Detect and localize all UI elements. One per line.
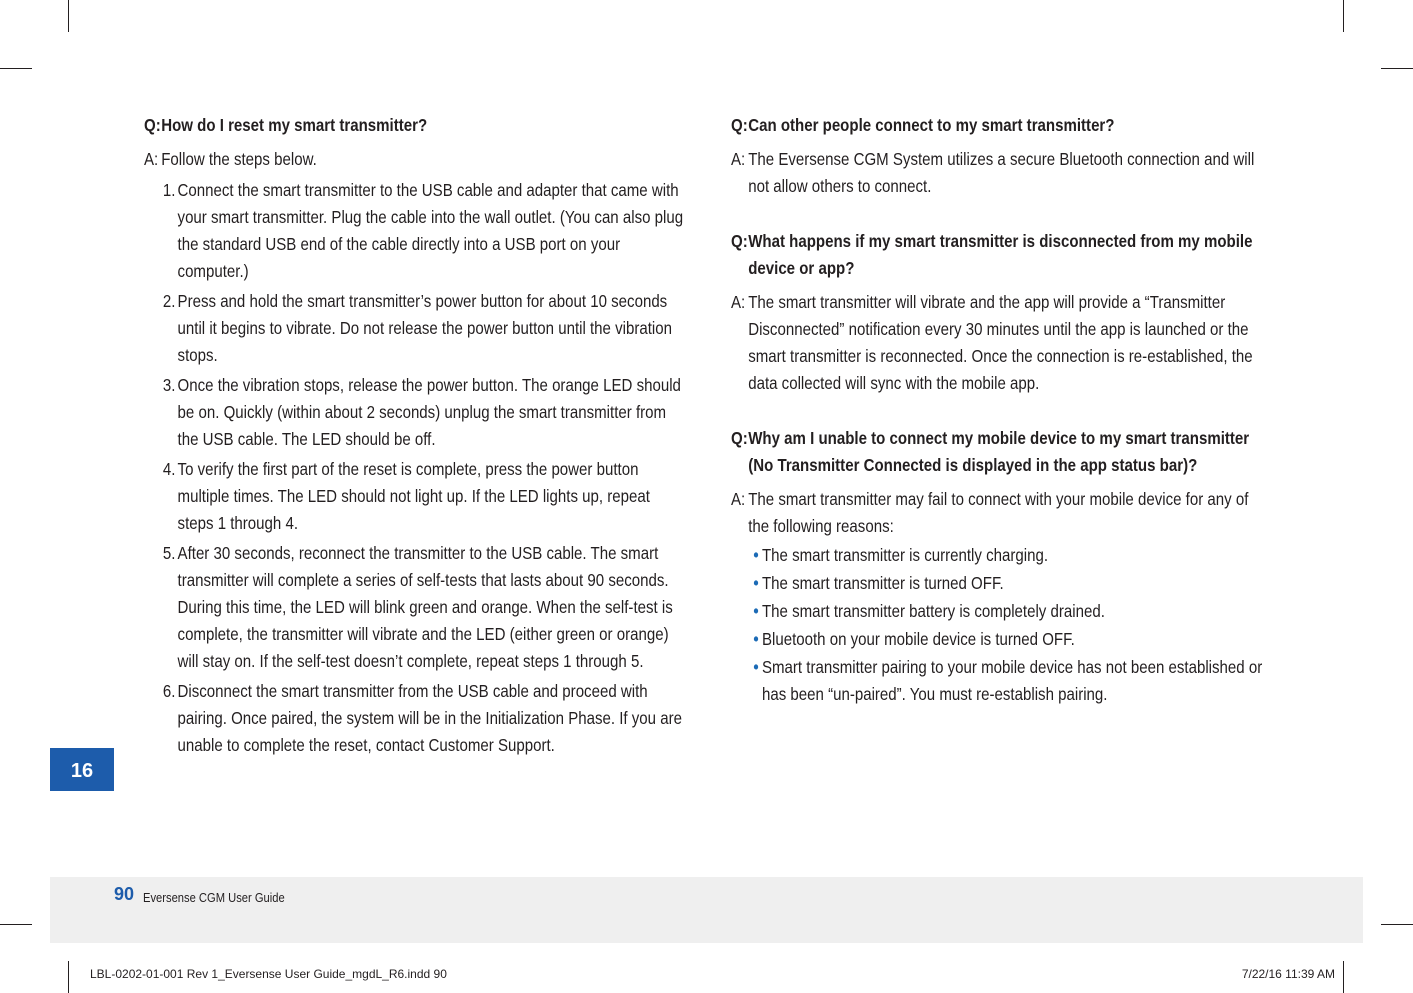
right-column [731,112,1271,709]
bullet-icon: • [753,601,759,621]
question-reset [144,112,684,139]
step-number: 1. [162,180,176,200]
step-number: 6. [162,681,176,701]
a-label: A: [731,489,746,509]
list-item [753,598,1271,625]
bullet-icon: • [753,657,759,677]
list-item-text: Bluetooth on your mobile device is turned OFF. [761,629,1075,649]
step-item [163,678,684,759]
crop-mark [1343,961,1344,993]
step-number: 4. [162,459,176,479]
crop-mark [68,961,69,993]
a-label: A: [731,149,746,169]
list-item [753,570,1271,597]
step-item [163,372,684,453]
question-text: What happens if my smart transmitter is disconnected from my mobile device or app? [748,231,1253,278]
step-text: Once the vibration stops, release the power button. The orange LED should be on. Quickly (within about 2 seconds) unplug the smart transmitter from the USB cable. The LED should be off. [177,375,681,449]
step-text: Press and hold the smart transmitter’s power button for about 10 seconds until it begins to vibrate. Do not release the power button until the vibration stops. [177,291,672,365]
step-number: 5. [162,543,176,563]
list-item [753,654,1271,708]
step-item [163,177,684,285]
print-slug-date: 7/22/16 11:39 AM [1241,967,1335,981]
page-number: 90 [114,884,135,904]
bullet-icon: • [753,573,759,593]
question-disconnected [731,228,1271,282]
step-item [163,540,684,675]
step-text: Connect the smart transmitter to the USB cable and adapter that came with your smart transmitter. Plug the cable into the wall outlet. (You can also plug the standard USB end of the cable directly into a USB port on your computer.) [177,180,684,281]
question-text-end: is displayed in the app status bar)? [941,455,1198,475]
q-label: Q: [144,115,161,135]
crop-mark [1381,68,1413,69]
status-bar-message: No Transmitter Connected [753,455,942,475]
section-tab: 16 [50,748,114,791]
answer-reset [144,146,684,173]
question-text: Can other people connect to my smart transmitter? [748,115,1115,135]
step-number: 3. [162,375,176,395]
question-others-connect [731,112,1271,139]
list-item-text: The smart transmitter is currently charging. [761,545,1049,565]
step-text: After 30 seconds, reconnect the transmitter to the USB cable. The smart transmitter will complete a series of self-tests that lasts about 90 seconds. During this time, the LED will blink green and orange. When the self-test is complete, the transmitter will vibrate and the LED (either green or orange) will stay on. If the self-test doesn’t complete, repeat steps 1 through 5. [177,543,673,671]
answer-text: The smart transmitter may fail to connect with your mobile device for any of the following reasons: [748,489,1249,536]
print-slug-file: LBL-0202-01-001 Rev 1_Eversense User Guide_mgdL_R6.indd 90 [90,967,447,981]
q-label: Q: [731,231,748,251]
list-item-text: The smart transmitter is turned OFF. [761,573,1004,593]
bullet-icon: • [753,629,759,649]
step-text: To verify the first part of the reset is complete, press the power button multiple times. The LED should not light up. If the LED lights up, repeat steps 1 through 4. [177,459,650,533]
reason-list [731,542,1271,708]
question-unable-connect [731,425,1271,479]
a-label: A: [144,149,159,169]
q-label: Q: [731,428,748,448]
step-item [163,456,684,537]
a-label: A: [731,292,746,312]
crop-mark [1381,924,1413,925]
q-label: Q: [731,115,748,135]
crop-mark [1343,0,1344,32]
list-item [753,626,1271,653]
answer-text: The Eversense CGM System utilizes a secure Bluetooth connection and will not allow others to connect. [748,149,1255,196]
bullet-icon: • [753,545,759,565]
list-item-text: The smart transmitter battery is completely drained. [761,601,1105,621]
step-number: 2. [162,291,176,311]
answer-others-connect [731,146,1271,200]
answer-text: The smart transmitter will vibrate and the app will provide a “Transmitter Disconnected” notification every 30 minutes until the app is launched or the smart transmitter is reconnected. Once the connection is re-established, the data collected will sync with the mobile app. [748,292,1253,393]
list-item-text: Smart transmitter pairing to your mobile device has not been established or has been “un-paired”. You must re-establish pairing. [761,657,1263,704]
footer-title: Eversense CGM User Guide [143,890,285,905]
step-text: Disconnect the smart transmitter from the USB cable and proceed with pairing. Once paired, the system will be in the Initialization Phase. If you are unable to complete the reset, contact Customer Support. [177,681,682,755]
crop-mark [0,924,32,925]
left-column [144,112,684,759]
reset-steps [144,177,684,759]
step-item [163,288,684,369]
question-text-start: Why am I unable to connect my mobile device to my smart transmitter ( [748,428,1250,475]
list-item [753,542,1271,569]
answer-disconnected [731,289,1271,397]
question-text [748,425,1271,479]
crop-mark [68,0,69,32]
crop-mark [0,68,32,69]
answer-unable-connect [731,486,1271,540]
question-text: How do I reset my smart transmitter? [161,115,428,135]
answer-text: Follow the steps below. [161,149,317,169]
footer-band [50,877,1363,943]
